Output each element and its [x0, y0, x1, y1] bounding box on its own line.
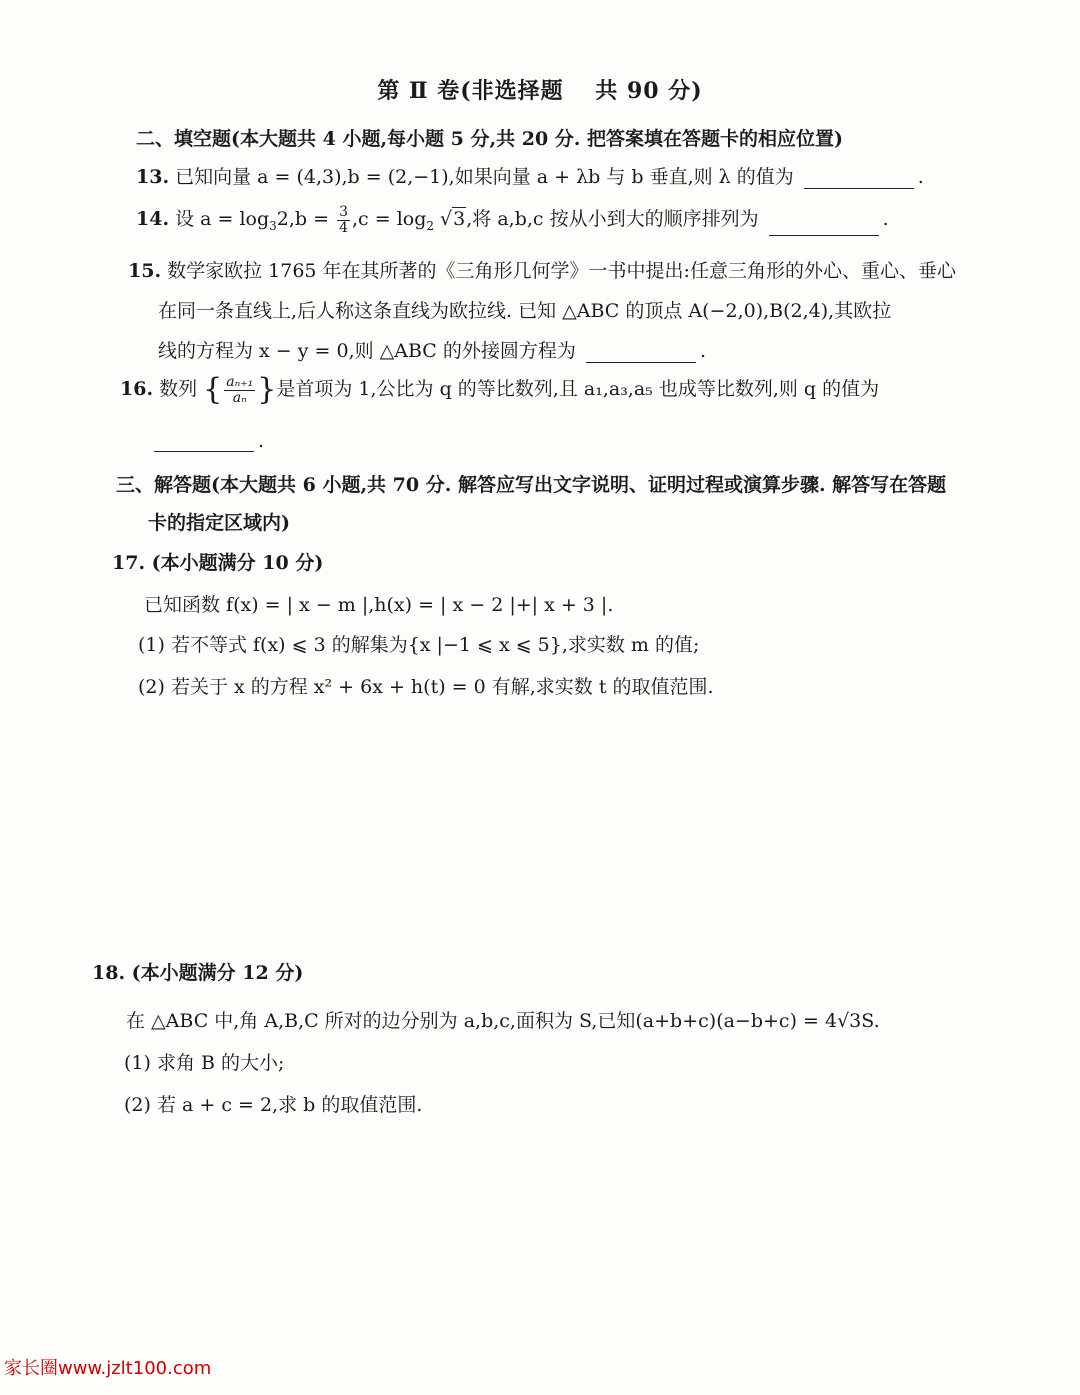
question-16-answer-line	[150, 430, 264, 452]
answer-blank-16	[154, 433, 254, 452]
question-17-part-2: (2) 若关于 x 的方程 x² + 6x + h(t) = 0 有解,求实数 t 的取值范围.	[138, 676, 714, 698]
question-15-end: .	[699, 340, 706, 362]
paper-title: 第 Ⅱ 卷(非选择题 共 90 分)	[377, 78, 703, 104]
question-14: 14. 设 $a = \log_32,b$ = $\frac{3}{4}$ $,c = \log_2 √3$,将 a,b,c 按从小到大的顺序排列为 .	[136, 203, 889, 236]
question-15-number: 15.	[128, 260, 162, 282]
question-15-line-3	[158, 336, 706, 363]
question-17-title: 17. (本小题满分 10 分)	[112, 552, 324, 574]
log-base-2: 2	[426, 218, 435, 233]
question-14-pre: 设 a = log	[175, 208, 270, 230]
fraction-three-quarters	[337, 205, 350, 236]
question-14-end: .	[882, 208, 889, 230]
question-15-line-2: 在同一条直线上,后人称这条直线为欧拉线. 已知 △ABC 的顶点 A(−2,0),B(2,4),其欧拉	[158, 300, 892, 322]
answer-blank-14	[769, 217, 879, 236]
section-3-header-line-1: 三、解答题(本大题共 6 小题,共 70 分. 解答应写出文字说明、证明过程或演算步骤. 解答写在答题	[116, 474, 947, 496]
answer-blank-15	[586, 344, 696, 363]
ratio-denominator: aₙ	[232, 389, 247, 406]
question-18-part-1: (1) 求角 B 的大小;	[124, 1052, 285, 1074]
ratio-numerator: aₙ₊₁	[226, 373, 254, 390]
question-15-text-3: 线的方程为 x − y = 0,则 △ABC 的外接圆方程为	[158, 340, 576, 362]
question-13	[136, 162, 924, 189]
question-14-number: 14.	[136, 208, 170, 230]
question-13-end: .	[917, 166, 924, 188]
question-14-mid2: ,c = log	[352, 208, 427, 230]
question-17-stem: 已知函数 f(x) = | x − m |,h(x) = | x − 2 |+| x + 3 |.	[144, 594, 614, 616]
question-16-text: 是首项为 1,公比为 q 的等比数列,且 a₁,a₃,a₅ 也成等比数列,则 q 的值为	[276, 378, 880, 400]
question-16-pre: 数列	[159, 378, 198, 400]
sequence-ratio-fraction	[224, 375, 255, 406]
question-18-part-2: (2) 若 a + c = 2,求 b 的取值范围.	[124, 1094, 423, 1116]
fraction-denominator: 4	[339, 219, 349, 236]
question-15-text-1: 数学家欧拉 1765 年在其所著的《三角形几何学》一书中提出:任意三角形的外心、重心、垂心	[167, 260, 956, 282]
fraction-numerator: 3	[339, 203, 349, 220]
question-17-part-1: (1) 若不等式 f(x) ⩽ 3 的解集为{x |−1 ⩽ x ⩽ 5},求实数 m 的值;	[138, 634, 700, 656]
section-2-header: 二、填空题(本大题共 4 小题,每小题 5 分,共 20 分. 把答案填在答题卡的相应位置)	[136, 128, 844, 150]
site-watermark: 家长圈www.jzlt100.com	[4, 1358, 212, 1379]
question-18-title: 18. (本小题满分 12 分)	[92, 962, 304, 984]
question-14-post: ,将 a,b,c 按从小到大的顺序排列为	[466, 208, 759, 230]
log-base-1: 3	[269, 218, 277, 233]
question-16-end: .	[258, 430, 265, 452]
radicand: 3	[453, 208, 466, 230]
left-brace: {	[203, 372, 223, 407]
question-15-line-1	[128, 256, 956, 283]
question-13-number: 13.	[136, 166, 170, 188]
question-16-number: 16.	[120, 378, 154, 400]
question-16	[120, 374, 879, 406]
question-14-mid1: 2,b =	[276, 208, 330, 230]
answer-blank-13	[804, 170, 914, 189]
section-3-header-line-2: 卡的指定区域内)	[148, 512, 290, 534]
question-13-text: 已知向量 a = (4,3),b = (2,−1),如果向量 a + λb 与 b 垂直,则 λ 的值为	[175, 166, 794, 188]
right-brace: }	[257, 372, 277, 407]
question-18-stem: 在 △ABC 中,角 A,B,C 所对的边分别为 a,b,c,面积为 S,已知(a+b+c)(a−b+c) = 4√3S.	[126, 1010, 880, 1032]
